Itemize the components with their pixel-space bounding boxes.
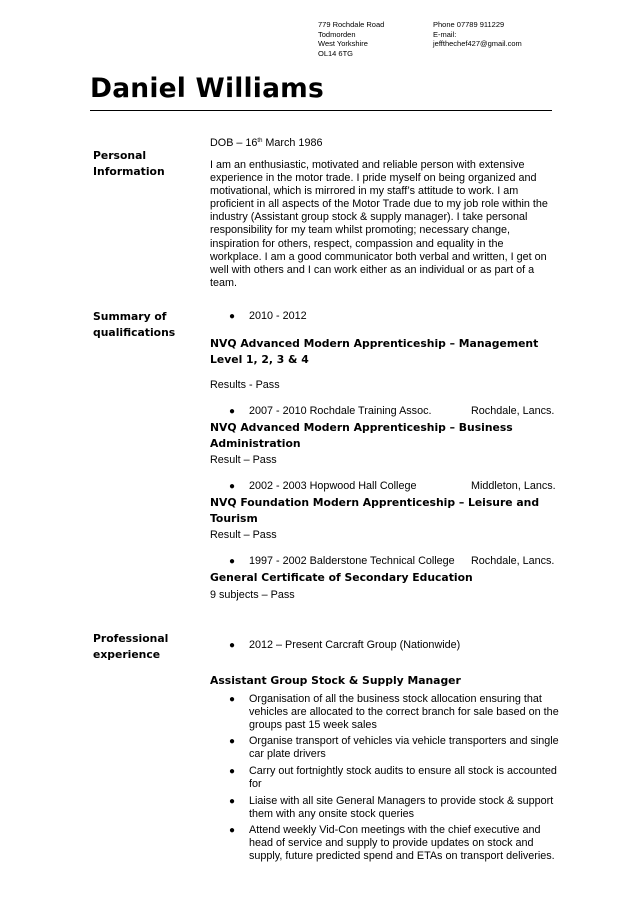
bullet-icon: ● xyxy=(229,311,236,322)
bullet-icon: ● xyxy=(229,694,236,705)
bullet-icon: ● xyxy=(229,766,236,777)
qualification-title: NVQ Advanced Modern Apprenticeship – Management Level 1, 2, 3 & 4 xyxy=(210,337,539,366)
qualification-dates: 2002 - 2003 Hopwood Hall College xyxy=(249,480,417,492)
address-line: West Yorkshire xyxy=(318,39,368,49)
qualification-title: NVQ Foundation Modern Apprenticeship – Leisure and Tourism xyxy=(210,496,540,525)
qualification-result: Results - Pass xyxy=(210,379,280,391)
bullet-icon: ● xyxy=(229,406,236,417)
duty-item: Carry out fortnightly stock audits to ensure all stock is accounted for xyxy=(249,765,557,790)
email-address[interactable]: jeffthechef427@gmail.com xyxy=(433,39,522,49)
qualification-dates: 2007 - 2010 Rochdale Training Assoc. xyxy=(249,405,432,417)
candidate-name: Daniel Williams xyxy=(90,73,324,104)
bullet-icon: ● xyxy=(229,556,236,567)
qualification-dates: 2010 - 2012 xyxy=(249,310,307,322)
duty-item: Organisation of all the business stock allocation ensuring that vehicles are allocated to the correct branch for sale based on the groups past 15 week sales xyxy=(249,693,559,731)
duty-item: Organise transport of vehicles via vehicle transporters and single car plate drivers xyxy=(249,735,559,760)
personal-info-heading: Personal Information xyxy=(93,149,165,178)
personal-summary: I am an enthusiastic, motivated and reliable person with extensive experience in the motor trade. I pride myself on being organized and motivational, which is mirrored in my staff’s attitude to work. I am proficient in all aspects of the Motor Trade due to my job role within the industry (Assistant group stock & supply manager). I take personal responsibility for my team whilst promoting; necessary change, inspiration for others, respect, compassion and equality in the workplace. I am a good communicator both verbal and written, I get on well with others and I can work either as an individual or as part of a team. xyxy=(210,159,548,289)
contact-block xyxy=(433,20,522,49)
duty-item: Liaise with all site General Managers to provide stock & support them with any onsite stock queries xyxy=(249,795,554,820)
email-label: E-mail: xyxy=(433,29,457,39)
qualification-result: 9 subjects – Pass xyxy=(210,589,295,601)
qualification-result: Result – Pass xyxy=(210,529,277,541)
job-dates-employer: 2012 – Present Carcraft Group (Nationwide) xyxy=(249,639,461,651)
bullet-icon: ● xyxy=(229,481,236,492)
address-line: Todmorden xyxy=(318,29,356,39)
bullet-icon: ● xyxy=(229,640,236,651)
qualification-title: General Certificate of Secondary Education xyxy=(210,571,473,584)
qualifications-heading: Summary of qualifications xyxy=(93,310,176,339)
name-divider xyxy=(90,110,552,111)
qualification-location: Rochdale, Lancs. xyxy=(471,555,555,567)
experience-heading: Professional experience xyxy=(93,632,169,661)
address-block xyxy=(318,20,384,58)
qualification-title: NVQ Advanced Modern Apprenticeship – Business Administration xyxy=(210,421,513,450)
address-line: 779 Rochdale Road xyxy=(318,20,385,29)
duty-item: Attend weekly Vid-Con meetings with the chief executive and head of service and supply to provide updates on stock and supply, future predicted spend and ETAs on transport deliveries. xyxy=(249,824,555,862)
job-title: Assistant Group Stock & Supply Manager xyxy=(210,674,461,687)
bullet-icon: ● xyxy=(229,736,236,747)
qualification-location: Middleton, Lancs. xyxy=(471,480,556,492)
bullet-icon: ● xyxy=(229,796,236,807)
qualification-location: Rochdale, Lancs. xyxy=(471,405,555,417)
bullet-icon: ● xyxy=(229,825,236,836)
qualification-result: Result – Pass xyxy=(210,454,277,466)
date-of-birth: DOB – 16th March 1986 xyxy=(210,137,323,149)
address-line: OL14 6TG xyxy=(318,48,354,58)
qualification-dates: 1997 - 2002 Balderstone Technical College xyxy=(249,555,455,567)
phone-number: Phone 07789 911229 xyxy=(433,20,505,29)
